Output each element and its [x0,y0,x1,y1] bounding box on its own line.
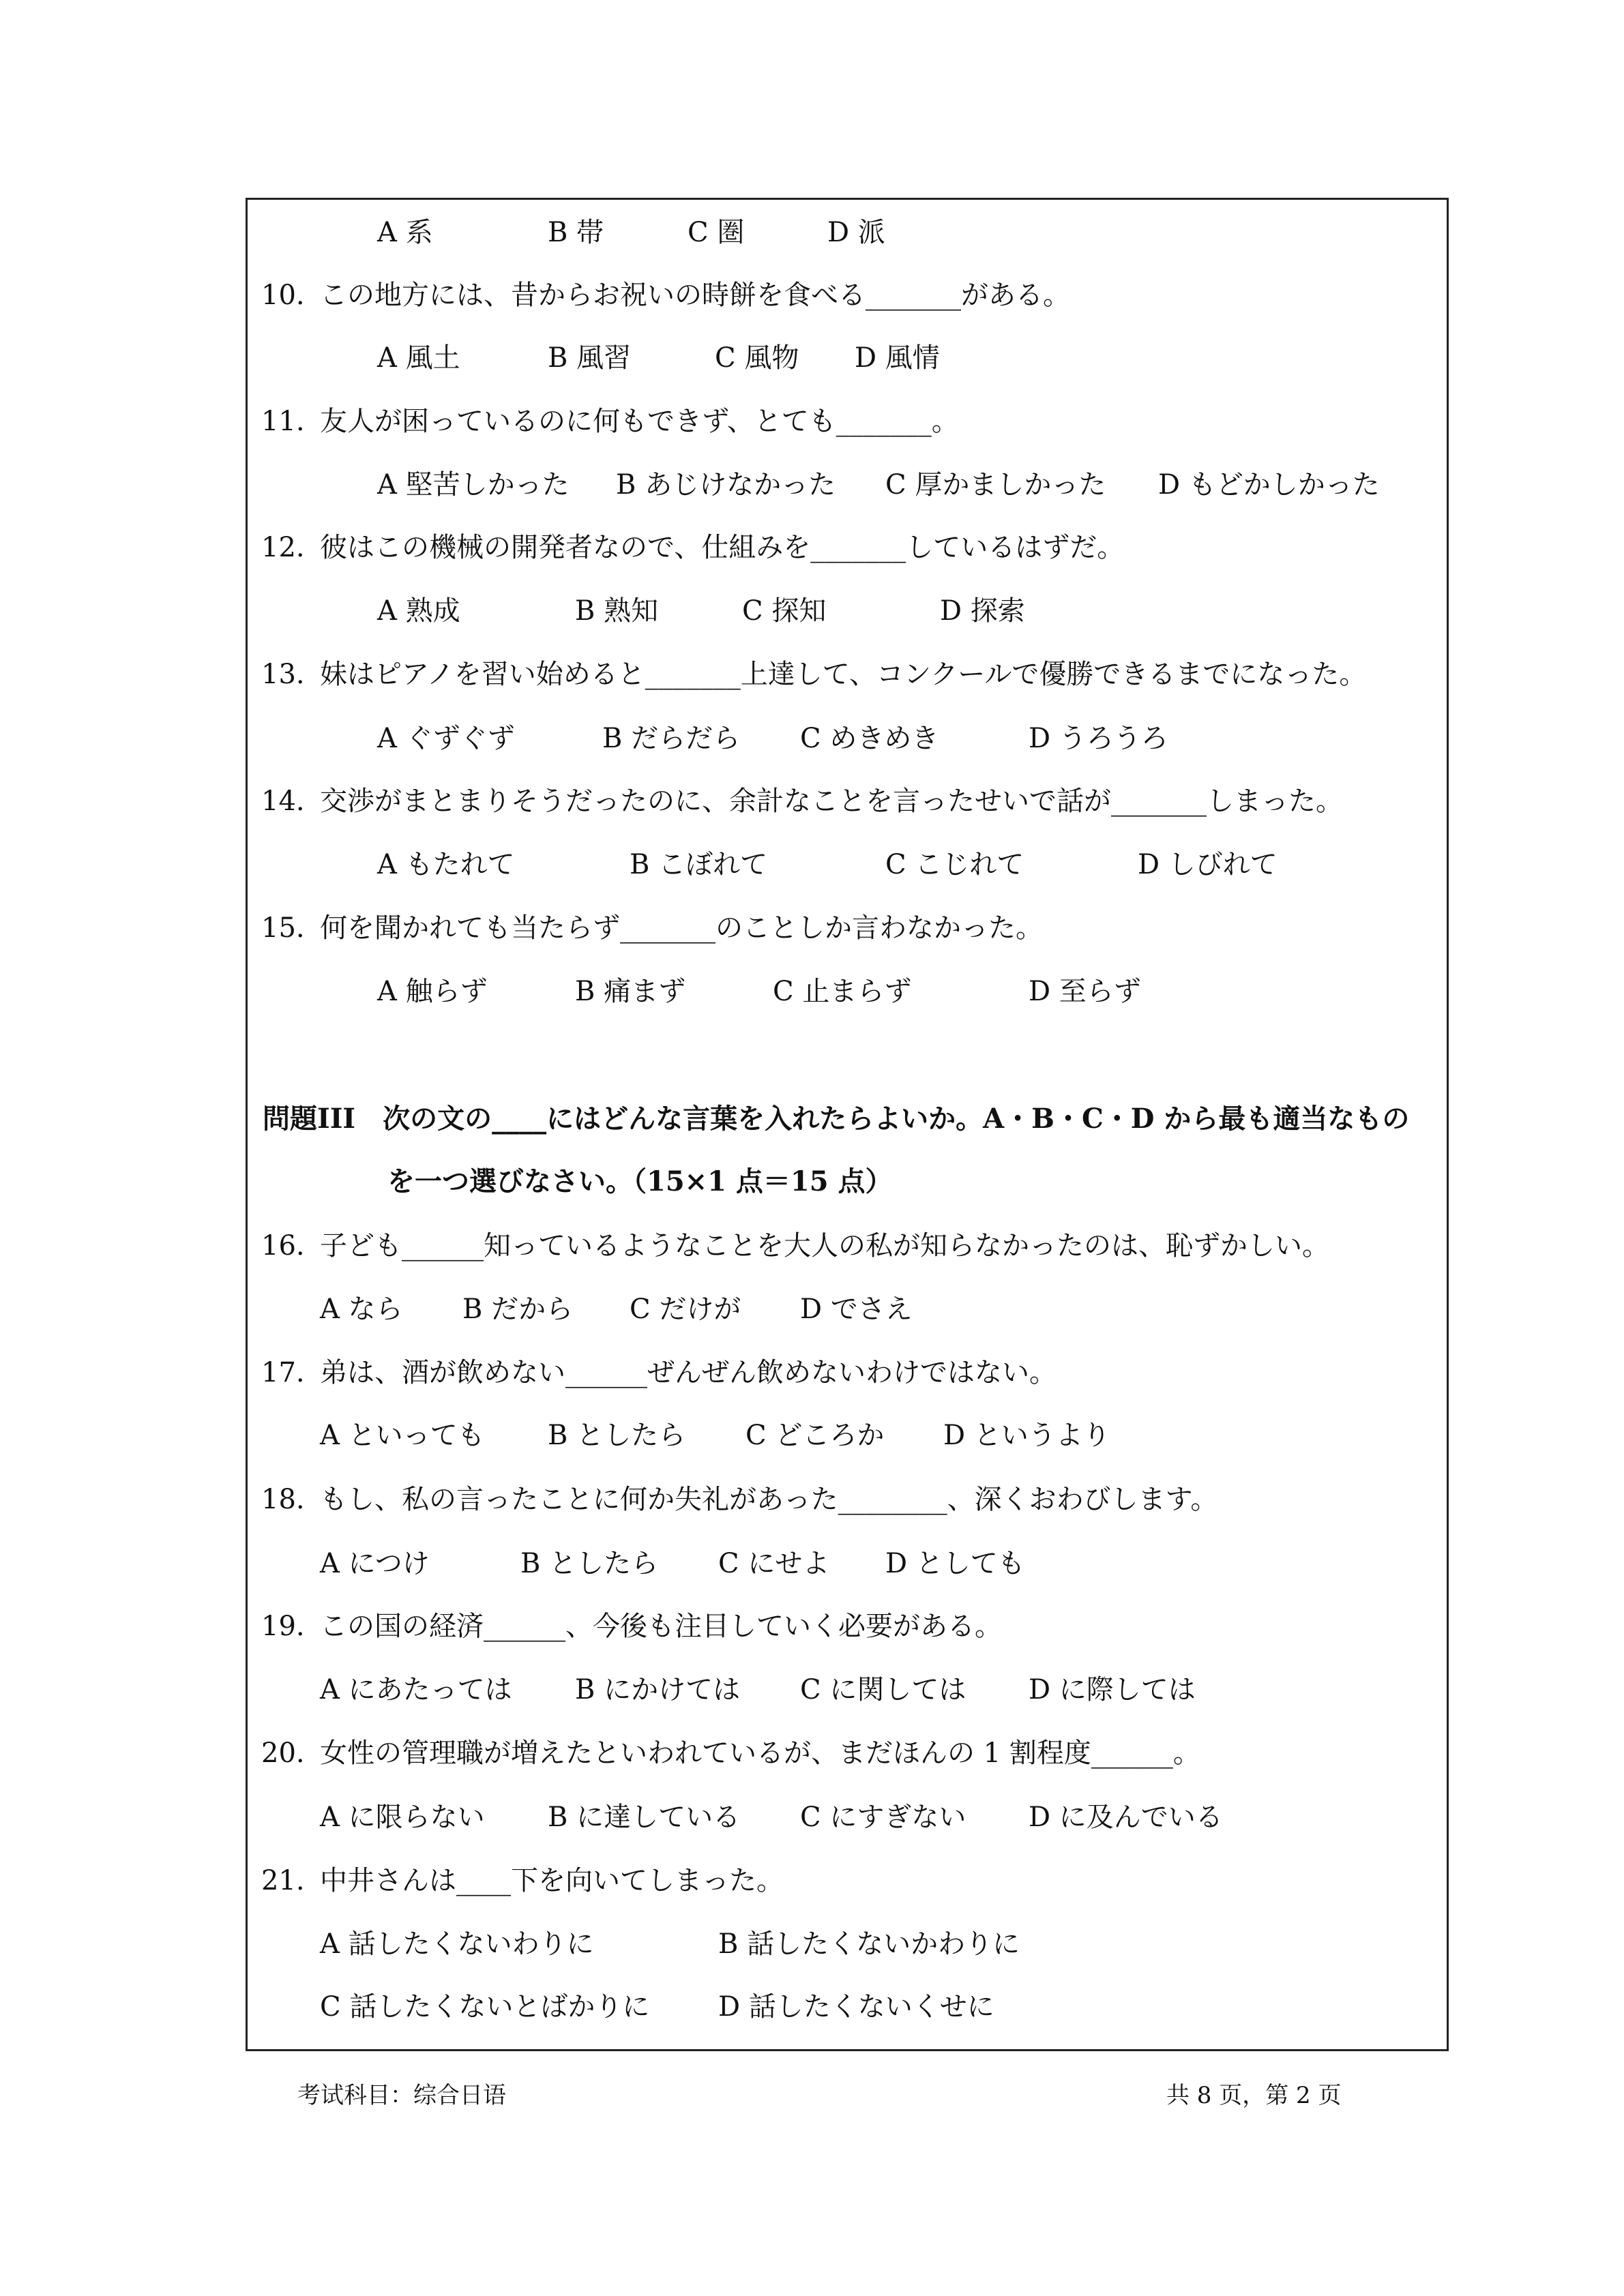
option: A 熟成 [377,595,460,627]
question-text: 妹はピアノを習い始めると_______上達して、コンクールで優勝できるまでになった。 [320,659,1367,690]
option: A ぐずぐず [377,723,515,754]
option: B にかけては [575,1674,741,1705]
option: C 圏 [688,217,745,248]
option: B だから [462,1294,574,1325]
option: C に関しては [800,1674,966,1705]
option: C だけが [630,1294,741,1325]
option: C こじれて [885,849,1024,880]
question-text: この国の経済______、今後も注目していく必要がある。 [320,1611,1002,1642]
question-number: 18. [261,1484,305,1515]
option: B に達している [548,1802,741,1833]
option: A 系 [377,217,433,248]
question-number: 20. [261,1738,305,1769]
option: D うろうろ [1029,723,1168,754]
section-title: 問題III 次の文の____にはどんな言葉を入れたらよいか。A・B・C・D から最も適当なもの [263,1103,1410,1135]
question-number: 12. [261,532,305,563]
option: D に際しては [1029,1674,1196,1705]
option: B 熟知 [575,595,659,627]
option: A に限らない [320,1802,485,1833]
option: D 探索 [940,595,1025,627]
footer-page-number: 共 8 页，第 2 页 [1166,2082,1342,2109]
question-number: 21. [261,1865,305,1896]
option: B あじけなかった [616,469,836,501]
question-number: 14. [261,786,305,817]
option: D としても [885,1548,1025,1579]
question-text: 友人が困っているのに何もできず、とても_______。 [320,406,959,437]
exam-frame [246,198,1449,2051]
option: C 止まらず [773,976,912,1007]
question-text: 子ども______知っているようなことを大人の私が知らなかったのは、恥ずかしい。 [320,1230,1329,1262]
section-instructions: を一つ選びなさい。（15×1 点＝15 点） [387,1165,893,1197]
footer-subject: 考试科目：综合日语 [297,2082,506,2109]
option: C にすぎない [800,1802,966,1833]
question-number: 15. [261,912,305,944]
question-text: 何を聞かれても当たらず_______のことしか言わなかった。 [320,912,1043,944]
option: B だらだら [602,723,741,754]
option: D というより [943,1420,1110,1451]
question-text: 交渉がまとまりそうだったのに、余計なことを言ったせいで話が_______しまった。 [320,786,1343,817]
question-text: 女性の管理職が増えたといわれているが、まだほんの 1 割程度______。 [320,1738,1200,1769]
question-number: 19. [261,1611,305,1642]
option: D に及んでいる [1029,1802,1223,1833]
option: D 話したくないくせに [718,1991,994,2023]
question-number: 17. [261,1357,305,1388]
question-number: 11. [261,406,305,437]
option: D もどかしかった [1158,469,1380,501]
option: C にせよ [718,1548,830,1579]
option: C どころか [745,1420,885,1451]
option: D しびれて [1138,849,1278,880]
option: C 探知 [742,595,827,627]
option: A 話したくないわりに [320,1928,594,1960]
option: B としたら [548,1420,686,1451]
question-text: もし、私の言ったことに何か失礼があった________、深くおわびします。 [320,1484,1218,1515]
question-number: 13. [261,659,305,690]
option: A にあたっては [320,1674,512,1705]
option: A もたれて [377,849,515,880]
option: A 触らず [377,976,488,1007]
option: D 至らず [1029,976,1141,1007]
option: B 話したくないかわりに [718,1928,1020,1960]
option: B 痛まず [575,976,686,1007]
option: B こぼれて [630,849,768,880]
option: B 風習 [548,342,632,374]
option: C 厚かましかった [885,469,1106,501]
option: C 話したくないとばかりに [320,1991,650,2023]
option: D 派 [827,217,885,248]
question-number: 16. [261,1230,305,1262]
option: D でさえ [800,1294,913,1325]
option: A につけ [320,1548,430,1579]
option: C 風物 [715,342,799,374]
option: C めきめき [800,723,939,754]
question-text: 弟は、酒が飲めない______ぜんぜん飲めないわけではない。 [320,1357,1057,1388]
question-text: この地方には、昔からお祝いの時餅を食べる_______がある。 [320,280,1070,311]
option: B としたら [520,1548,659,1579]
question-number: 10. [261,280,305,311]
option: A 堅苦しかった [377,469,570,501]
option: D 風情 [855,342,940,374]
question-text: 中井さんは____下を向いてしまった。 [320,1865,784,1896]
option: A なら [320,1294,403,1325]
option: B 帯 [548,217,604,248]
question-text: 彼はこの機械の開発者なので、仕組みを_______しているはずだ。 [320,532,1125,563]
option: A といっても [320,1420,485,1451]
option: A 風土 [377,342,460,374]
